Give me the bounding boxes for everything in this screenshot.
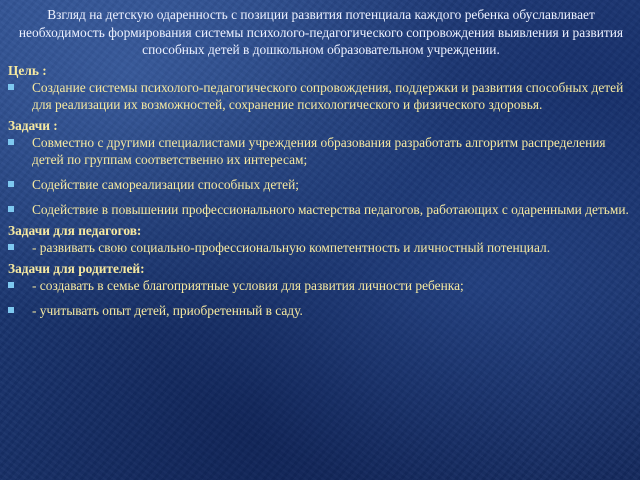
square-bullet-icon	[8, 282, 14, 288]
list-item-text: - развивать свою социально-профессиональную компетентность и личностный потенциал.	[32, 239, 551, 255]
teacher-tasks-list	[8, 239, 630, 256]
list-item	[8, 239, 630, 256]
square-bullet-icon	[8, 244, 14, 250]
tasks-list	[8, 134, 630, 218]
list-item	[8, 201, 630, 218]
list-item-text: Совместно с другими специалистами учреждения образования разработать алгоритм распределения детей по группам соответственно их интересам;	[32, 134, 606, 167]
square-bullet-icon	[8, 206, 14, 212]
list-item	[8, 302, 630, 319]
list-item-text: - создавать в семье благоприятные условия для развития личности ребенка;	[32, 277, 464, 293]
section-heading-goal: Цель :	[8, 62, 47, 78]
section-heading-teachers: Задачи для педагогов:	[8, 222, 142, 238]
section-parent-tasks	[8, 260, 630, 319]
section-heading-tasks: Задачи :	[8, 117, 58, 133]
parent-tasks-list	[8, 277, 630, 319]
list-item	[8, 134, 630, 168]
list-item-text: Содействие самореализации способных детей;	[32, 176, 299, 192]
section-teacher-tasks	[8, 222, 630, 256]
square-bullet-icon	[8, 84, 14, 90]
goal-list	[8, 79, 630, 113]
section-tasks	[8, 117, 630, 218]
square-bullet-icon	[8, 307, 14, 313]
section-heading-parents: Задачи для родителей:	[8, 260, 145, 276]
list-item	[8, 277, 630, 294]
square-bullet-icon	[8, 181, 14, 187]
list-item-text: - учитывать опыт детей, приобретенный в саду.	[32, 302, 303, 318]
list-item-text: Создание системы психолого-педагогического сопровождения, поддержки и развития способных детей для реализации их возможностей, сохранение психологического и физического здоровья.	[32, 79, 624, 112]
square-bullet-icon	[8, 139, 14, 145]
list-item-text: Содействие в повышении профессионального мастерства педагогов, работающих с одаренными детьми.	[32, 201, 629, 217]
list-item	[8, 79, 630, 113]
slide-title: Взгляд на детскую одаренность с позиции развития потенциала каждого ребенка обуславливает необходимость формирования системы психолого-педагогического сопровождения выявления и развития способных детей в дошкольном образовательном учреждении.	[18, 7, 624, 57]
list-item	[8, 176, 630, 193]
section-goal	[8, 62, 630, 113]
